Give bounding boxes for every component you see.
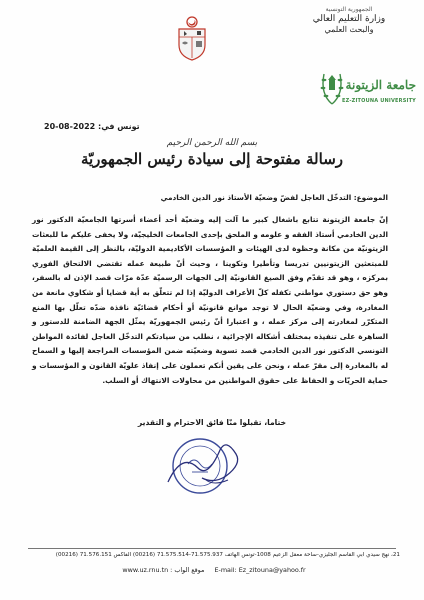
footer-email[interactable]: E-mail: Ez_zitouna@yahoo.fr	[214, 566, 306, 574]
footer-website-label: موقع الواب :	[170, 566, 205, 574]
university-name-english: EZ-ZITOUNA UNIVERSITY	[342, 98, 416, 104]
letter-title: رسالة مفتوحة إلى سيادة رئيس الجمهوريّة	[80, 150, 344, 168]
official-stamp-and-signature	[148, 430, 258, 502]
letter-date: تونس في: 2022-08-20	[44, 122, 140, 131]
university-name-arabic: جامعة الزيتونة	[345, 78, 416, 92]
letter-paragraph: إنّ جامعة الزيتونة تتابع باشغال كبير ما آلت إليه وضعيّة أحد أعضاء أسرتها الجامعيّة الدكتور نور الدين الخادمي أستاذ الفقه و علومه و الملحق بإحدى الجامعات الخليجيّة، ولا يخفى عليكم ما للبعثات الزيتونيّة من مكانة وحظوة لدى الهيئات و المؤسسات الأكاديمية الدوليّة، بالنظر إلى القيمة العلميّة للمبتعثين الزيتونيين تدريسا وتأطيرا وتكوينا ، وحيث أنّ طبيعة عمله تقتضي الالتحاق الفوري بمركزه ، وهو قد تقدّم وفق الصيغ القانونيّة إلى الجهات الرسميّة عدّة مرّات قصد الإذن له بالسفر، وهو حق دستوري مواطني تكفله كلّ الأعراف الدوليّة إذا لم تتعلّق به أية قضايا أو شكاوي مانعة من المغادرة، وفي وضعيّة الحال لا توجد موانع قانونيّة أو أحكام قضائيّة نافذة ضدّه تعلّل بها المنع المتكرّر لمغادرته إلى مركز عمله ، و اعتبارا أنّ رئيس الجمهوريّة يمثّل الجهة الضامنة للدستور و الساهرة على تنفيذه بمختلف أشكاله الإجرائية ، نطلب من سيادتكم التدخّل العاجل لفائدة المواطن التونسي الدكتور نور الدين الخادمي قصد تسوية وضعيّته ضمن المؤسسات المراجعة إليها و السماح له بالمغادرة إلى مقرّ عمله ، ونحن على يقين أنكم تعملون على إنفاذ علويّة القانون و المؤسسات و حماية الحريّات و الحفاظ على حقوق المواطنين من محاولات الانتهاك أو السلب.	[32, 215, 388, 385]
footer-website[interactable]: www.uz.rnu.tn	[122, 566, 169, 574]
letter-subject: الموضوع: التدخّل العاجل لفضّ وضعيّة الأستاذ نور الدين الخادمي	[160, 193, 388, 202]
ministry-label-line2: والبحث العلمي	[324, 25, 374, 34]
tunisia-coat-of-arms-icon	[174, 16, 210, 62]
letterhead-ministry	[290, 6, 408, 35]
footer-address: 21، نهج سيدي أبي القاسم الجليزي-ساحة معقل الزعيم 1008-تونس الهاتف 71.575.937-71.575.514 (00216) الفاكس 71.576.151 (00216)	[55, 552, 400, 558]
basmala: بسم الله الرحمن الرحيم	[166, 138, 258, 148]
footer-divider	[28, 548, 396, 549]
zitouna-university-logo	[318, 60, 418, 118]
letter-body	[32, 213, 388, 388]
footer-contact	[28, 566, 400, 574]
letter-closing: ختاما، تقبلوا منّا فائق الاحترام و التقدير	[137, 418, 287, 427]
ministry-label-line1: وزارة التعليم العالي	[312, 14, 386, 24]
republic-label: الجمهورية التونسية	[325, 6, 373, 13]
